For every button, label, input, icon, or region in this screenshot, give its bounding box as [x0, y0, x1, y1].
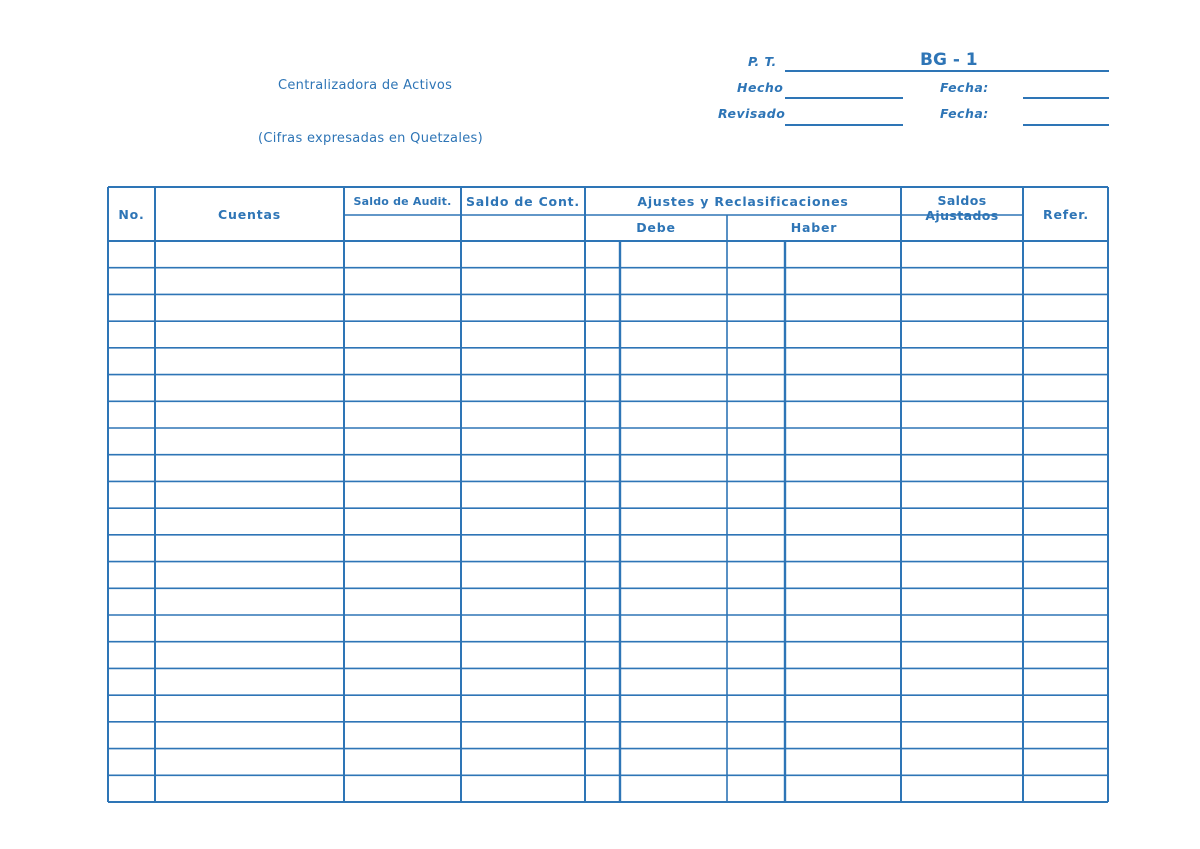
pt-value: BG - 1	[920, 50, 978, 70]
document-subtitle: (Cifras expresadas en Quetzales)	[258, 131, 483, 146]
document-title: Centralizadora de Activos	[278, 78, 453, 93]
revisado-label: Revisado	[718, 106, 786, 121]
col-haber: Haber	[790, 220, 838, 235]
pt-label: P. T.	[748, 54, 777, 69]
col-no: No.	[118, 207, 145, 222]
col-refer: Refer.	[1043, 207, 1089, 222]
col-ajustes: Ajustes y Reclasificaciones	[637, 194, 849, 209]
col-saldo-audit: Saldo de Audit.	[353, 195, 452, 208]
col-debe: Debe	[636, 220, 676, 235]
hecho-label: Hecho	[737, 80, 784, 95]
fecha-label-2: Fecha:	[940, 106, 989, 121]
col-cuentas: Cuentas	[218, 207, 281, 222]
col-saldos-ajustados: Saldos Ajustados	[925, 193, 999, 223]
col-saldo-cont: Saldo de Cont.	[466, 194, 580, 209]
fecha-label-1: Fecha:	[940, 80, 989, 95]
